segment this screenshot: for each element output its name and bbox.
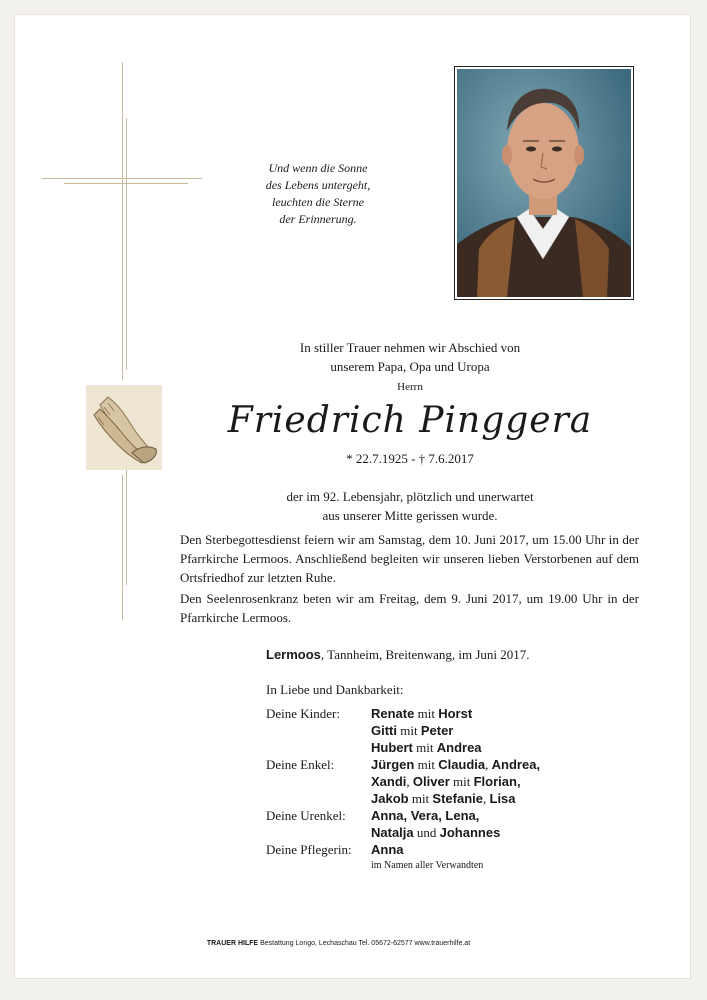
name: Peter — [420, 723, 454, 738]
footer-brand: TRAUER HILFE — [206, 940, 259, 947]
intro-line: unserem Papa, Opa und Uropa — [330, 359, 490, 374]
cross-lower-vertical-line — [122, 475, 123, 620]
connector: mit — [400, 723, 418, 738]
place-bold: Lermoos — [266, 647, 321, 662]
connector: mit — [417, 706, 435, 721]
life-dates: * 22.7.1925 - † 7.6.2017 — [346, 451, 474, 466]
rosary-paragraph: Den Seelenrosenkranz beten wir am Freitag, dem 9. Juni 2017, um 19.00 Uhr in der Pfarrkirche Lermoos. — [180, 591, 639, 625]
cross-horizontal-line-2 — [64, 183, 188, 184]
name: Xandi — [371, 774, 407, 789]
thanks-line: In Liebe und Dankbarkeit: — [266, 682, 404, 697]
connector: mit — [417, 757, 435, 772]
cross-upper-vertical-line — [122, 62, 123, 380]
name: Jürgen — [371, 757, 415, 772]
name: Andrea, — [491, 757, 541, 772]
name: Horst — [438, 706, 473, 721]
connector: mit — [453, 774, 471, 789]
portrait-photo-frame — [454, 66, 634, 300]
connector: mit — [411, 791, 430, 806]
memorial-quote — [238, 160, 398, 228]
portrait-photo — [457, 69, 631, 297]
description-line: aus unserer Mitte gerissen wurde. — [322, 508, 498, 523]
intro-text — [180, 338, 640, 376]
closing-line: im Namen aller Verwandten — [371, 860, 484, 871]
cross-upper-vertical-line-2 — [126, 118, 127, 370]
salutation: Herrn — [397, 381, 423, 393]
connector: und — [416, 825, 437, 840]
footer-text: Bestattung Longo, Lechaschau Tel. 05672-62577 www.trauerhilfe.at — [260, 940, 471, 947]
family-label: Deine Urenkel: — [266, 808, 346, 823]
quote-line: des Lebens untergeht, — [265, 178, 371, 192]
name: Andrea — [436, 740, 482, 755]
name: Renate — [371, 706, 415, 721]
cross-horizontal-line — [42, 178, 202, 179]
praying-hands-icon — [86, 385, 162, 470]
funeral-service-paragraph: Den Sterbegottesdienst feiern wir am Samstag, dem 10. Juni 2017, um 15.00 Uhr in der Pfarrkirche Lermoos. Anschließend begleiten wir unseren lieben Verstorbenen auf dem Ortsfriedhof zur letzten Ruhe. — [180, 532, 639, 585]
description-line: der im 92. Lebensjahr, plötzlich und unerwartet — [286, 489, 534, 504]
family-label: Deine Pflegerin: — [266, 842, 352, 857]
name: Hubert — [371, 740, 413, 755]
name: Florian, — [473, 774, 521, 789]
name: Anna, Vera, Lena, — [371, 808, 480, 823]
footer — [0, 940, 677, 947]
quote-line: Und wenn die Sonne — [268, 161, 368, 175]
name: Anna — [371, 842, 404, 857]
name: Natalja — [371, 825, 414, 840]
name: Claudia — [438, 757, 486, 772]
place-and-date — [266, 647, 530, 663]
quote-line: der Erinnerung. — [279, 212, 357, 226]
name: Jakob — [371, 791, 409, 806]
place-rest: , Tannheim, Breitenwang, im Juni 2017. — [320, 647, 530, 662]
death-description — [180, 487, 640, 525]
deceased-name: Friedrich Pinggera — [227, 400, 593, 441]
quote-line: leuchten die Sterne — [272, 195, 364, 209]
name: Lisa — [489, 791, 516, 806]
cross-lower-vertical-line-2 — [126, 470, 127, 585]
name: Stefanie — [432, 791, 483, 806]
name: Gitti — [371, 723, 397, 738]
family-label: Deine Enkel: — [266, 757, 335, 772]
connector: mit — [416, 740, 434, 755]
family-label: Deine Kinder: — [266, 706, 341, 721]
name: Oliver — [412, 774, 450, 789]
intro-line: In stiller Trauer nehmen wir Abschied von — [299, 340, 521, 355]
name: Johannes — [439, 825, 501, 840]
